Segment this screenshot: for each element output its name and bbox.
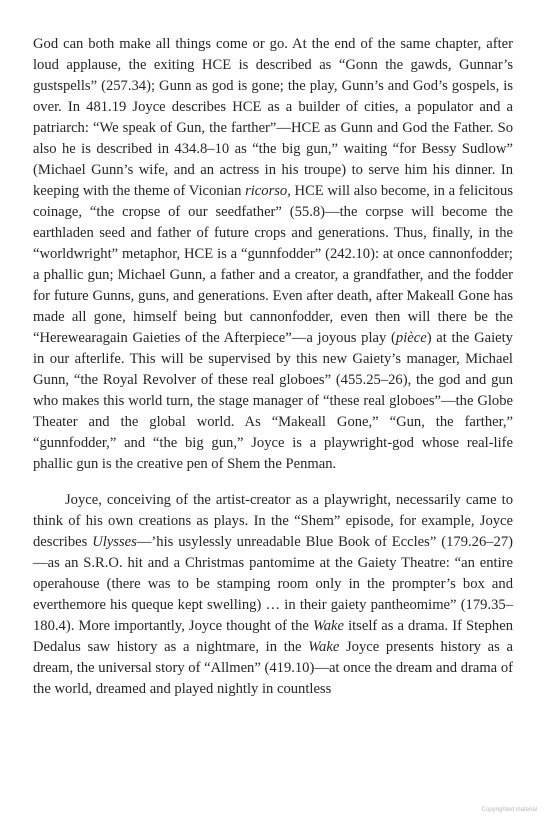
copyright-watermark: Copyrighted material (481, 807, 537, 813)
page-body (33, 34, 513, 700)
paragraph-2-italic-wake: Wake (308, 639, 340, 655)
paragraph-1-italic-piece: pièce (395, 330, 427, 346)
paragraph-2-italic-wake: Wake (312, 618, 345, 634)
paragraph-2-segment: —’his usylessly unreadable Blue Book of Eccles” (179.26–27)—as an S.R.O. hit and a Christmas pantomime at the Gaiety Theatre: “an entire operahouse (there was to be stamping room only in the prompter’s box and everthemore his queque kept swelling) … in their gaiety pantheomime” (179.35–180.4). More importantly, Joyce thought of the (33, 534, 513, 634)
paragraph-1-segment: ) at the Gaiety in our afterlife. This will be supervised by this new Gaiety’s manager, Michael Gunn, “the Royal Revolver of these real globoes” (455.25–26), the god and gun who makes this world turn, the stage manager of “these real globoes”—the Globe Theater and the global world. As “Makeall Gone,” “Gun, the farther,” “gunnfodder,” and “the big gun,” Joyce is a playwright-god whose real-life phallic gun is the creative pen of Shem the Penman. (33, 330, 513, 472)
paragraph-1-segment: God can both make all things come or go. At the end of the same chapter, after loud applause, the exiting HCE is described as “Gonn the gawds, Gunnar’s gustspells” (257.34); Gunn as god is gone; the play, Gunn’s and God’s gospels, is over. In 481.19 Joyce describes HCE as a builder of cities, a populator and a patriarch: “We speak of Gun, the farther”—HCE as Gunn and God the Father. So also he is described in 434.8–10 as “the big gun,” waiting “for Bessy Sudlow” (Michael Gunn’s wife, and an actress in his troupe) to serve him his dinner. In keeping with the theme of Viconian (33, 36, 513, 199)
paragraph-2-segment: Joyce, conceiving of the artist-creator as a playwright, necessarily came to think of his own creations as plays. In the “Shem” episode, for example, Joyce describes (33, 492, 513, 550)
paragraph-1-segment: HCE will also become, in a felicitous coinage, “the cropse of our seedfather” (55.8)—the corpse will become the earthladen seed and father of future crops and generations. Thus, finally, in the “worldwright” metaphor, HCE is a “gunnfodder” (242.10): at once cannonfodder; a phallic gun; Michael Gunn, a father and a creator, a grandfather, and the fodder for future Gunns, guns, and generations. Even after death, after Makeall Gone has made all gone, himself being but cannonfodder, even then will there be the “Herewearagain Gaieties of the Afterpiece”—a joyous play ( (33, 183, 513, 346)
paragraph-1 (33, 34, 513, 475)
paragraph-2-italic-ulysses: Ulysses (92, 534, 137, 550)
paragraph-2-segment: Joyce presents history as a dream, the universal story of “Allmen” (419.10)—at once the dream and drama of the world, dreamed and played nightly in countless (33, 639, 513, 697)
paragraph-1-italic-ricorso: ricorso, (245, 183, 291, 199)
paragraph-2-segment: itself as a drama. If Stephen Dedalus saw history as a nightmare, in the (33, 618, 513, 655)
paragraph-2 (33, 490, 513, 700)
